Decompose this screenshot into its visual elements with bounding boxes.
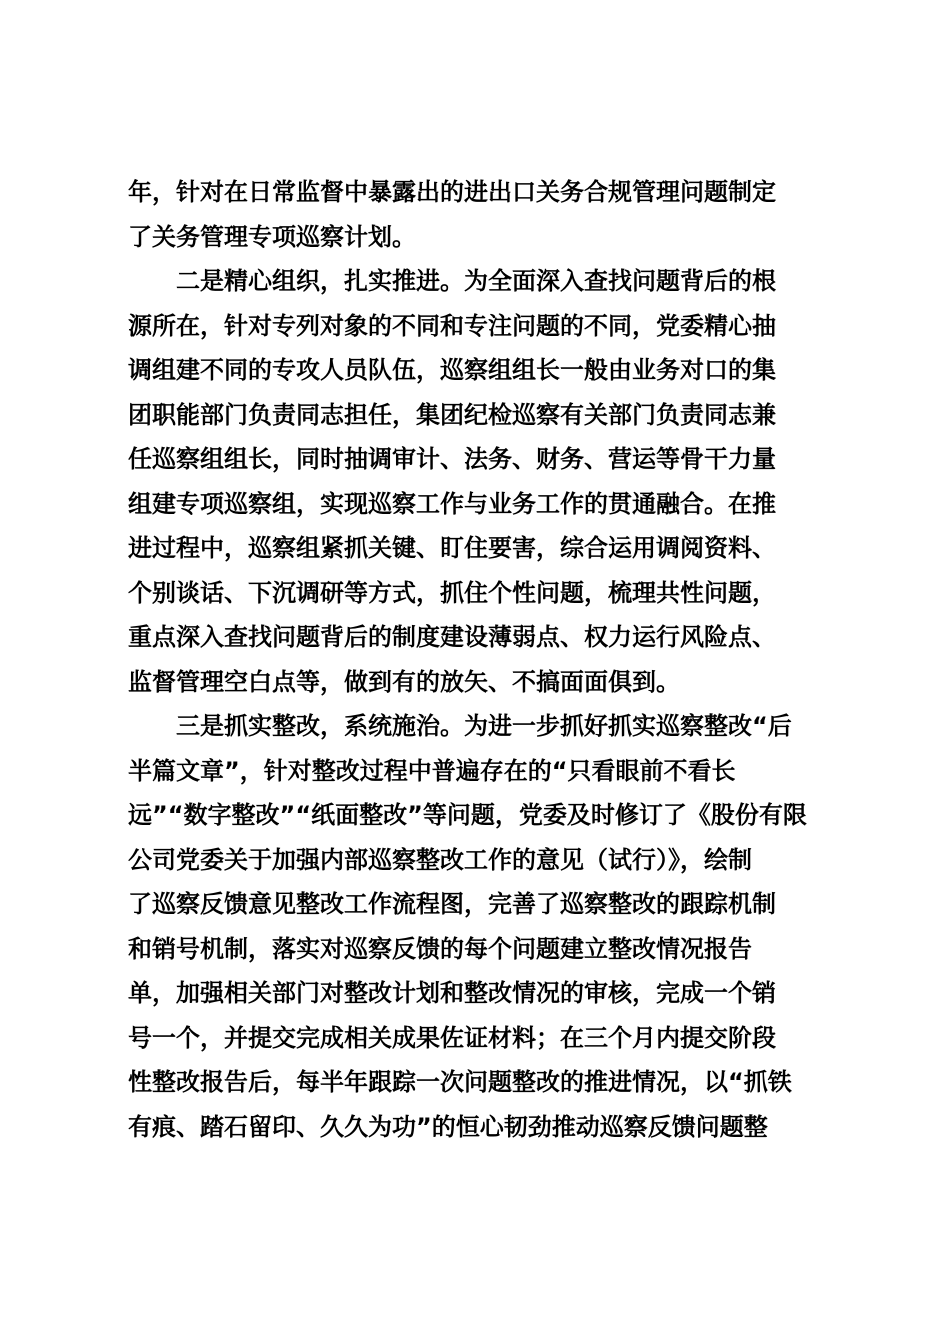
text-line: 个别谈话、下沉调研等方式，抓住个性问题，梳理共性问题， — [128, 578, 776, 607]
text-line: 和销号机制，落实对巡察反馈的每个问题建立整改情况报告 — [128, 934, 752, 963]
paragraph-start-line: 二是精心组织，扎实推进。为全面深入查找问题背后的根 — [176, 267, 776, 295]
text-line: 有痕、踏石留印、久久为功”的恒心韧劲推动巡察反馈问题整 — [128, 1112, 768, 1141]
text-line: 源所在，针对专列对象的不同和专注问题的不同，党委精心抽 — [128, 311, 776, 340]
text-line: 了巡察反馈意见整改工作流程图，完善了巡察整改的跟踪机制 — [128, 890, 776, 918]
text-line: 调组建不同的专攻人员队伍，巡察组组长一般由业务对口的集 — [128, 356, 776, 384]
text-line: 任巡察组组长，同时抽调审计、法务、财务、营运等骨干力量 — [128, 445, 776, 473]
text-line: 组建专项巡察组，实现巡察工作与业务工作的贯通融合。在推 — [128, 489, 776, 518]
text-line: 公司党委关于加强内部巡察整改工作的意见（试行）》，绘制 — [128, 845, 752, 874]
paragraph-start-line: 三是抓实整改，系统施治。为进一步抓好抓实巡察整改“后 — [176, 712, 792, 740]
text-line: 半篇文章”，针对整改过程中普遍存在的“只看眼前不看长 — [128, 756, 736, 785]
text-line: 单，加强相关部门对整改计划和整改情况的审核，完成一个销 — [128, 979, 776, 1007]
body-text — [128, 170, 832, 1149]
text-line: 团职能部门负责同志担任，集团纪检巡察有关部门负责同志兼 — [128, 400, 776, 429]
text-line: 性整改报告后，每半年跟踪一次问题整改的推进情况，以“抓铁 — [128, 1068, 792, 1096]
text-line: 了关务管理专项巡察计划。 — [128, 222, 416, 251]
text-line: 远”“数字整改”“纸面整改”等问题，党委及时修订了《股份有限 — [128, 801, 807, 829]
text-line: 监督管理空白点等，做到有的放矢、不搞面面俱到。 — [128, 667, 680, 696]
text-line: 重点深入查找问题背后的制度建设薄弱点、权力运行风险点、 — [128, 623, 776, 651]
text-line: 进过程中，巡察组紧抓关键、盯住要害，综合运用调阅资料、 — [128, 534, 776, 562]
text-line: 年，针对在日常监督中暴露出的进出口关务合规管理问题制定 — [128, 178, 776, 206]
text-line: 号一个，并提交完成相关成果佐证材料；在三个月内提交阶段 — [128, 1023, 776, 1052]
